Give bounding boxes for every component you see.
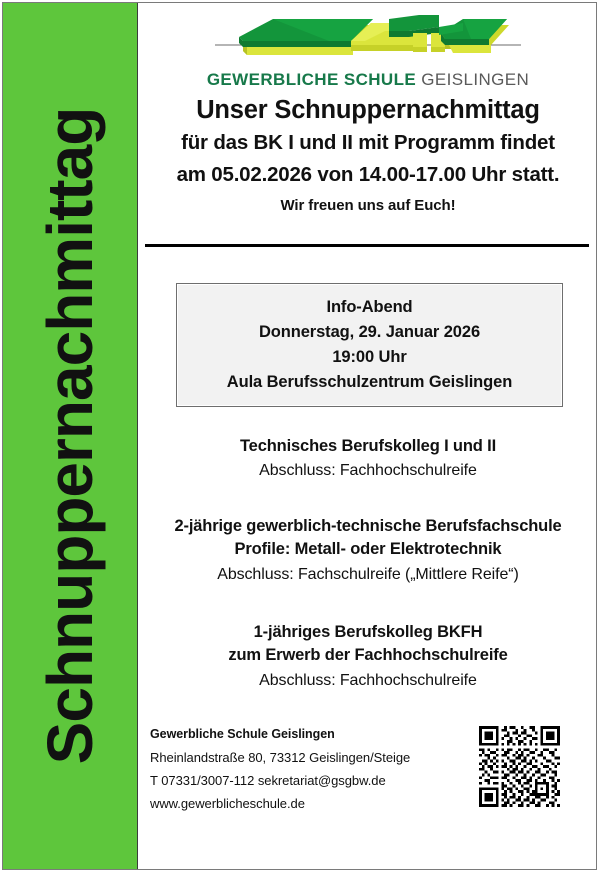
info-box-line-venue: Aula Berufsschulzentrum Geislingen — [226, 373, 513, 392]
logo-word-secondary: GEISLINGEN — [421, 70, 530, 89]
program-technisches-berufskolleg — [139, 435, 597, 483]
logo-word-primary: GEWERBLICHE SCHULE — [206, 70, 417, 89]
headline-subtitle-line-1: für das BK I und II mit Programm findet — [181, 131, 555, 155]
program-1-title: Technisches Berufskolleg I und II — [239, 437, 497, 455]
program-bkfh — [139, 621, 597, 693]
headline-subtitle-line-2: am 05.02.2026 von 14.00-17.00 Uhr statt. — [176, 162, 560, 186]
program-3-title-line-1: 1-jähriges Berufskolleg BKFH — [253, 623, 483, 641]
program-2-title-line-1: 2-jährige gewerblich-technische Berufsfachschule — [174, 517, 562, 535]
qr-code[interactable] — [479, 726, 560, 807]
program-3-title-line-2: zum Erwerb der Fachhochschulreife — [228, 646, 508, 665]
school-building-logo-icon — [213, 11, 523, 69]
program-berufsfachschule — [139, 515, 597, 587]
school-logo — [139, 11, 597, 90]
program-2-title-line-2: Profile: Metall- oder Elektrotechnik — [234, 540, 502, 559]
program-1-qualification: Abschluss: Fachhochschulreife — [259, 462, 477, 480]
logo-wordmark — [139, 70, 597, 90]
program-3-qualification: Abschluss: Fachhochschulreife — [259, 671, 477, 689]
section-divider-rule — [145, 244, 589, 247]
qr-code-icon — [479, 726, 560, 807]
info-evening-box — [176, 283, 563, 407]
info-box-line-title: Info-Abend — [326, 297, 413, 316]
content-column — [139, 3, 597, 869]
info-box-line-date: Donnerstag, 29. Januar 2026 — [258, 322, 481, 341]
contact-phone-email: T 07331/3007-112 sekretariat@gsgbw.de — [150, 772, 386, 788]
sidebar-vertical-title: Schnuppernachmittag — [34, 107, 106, 765]
info-box-line-time: 19:00 Uhr — [332, 348, 407, 366]
headline-main-title: Unser Schnuppernachmittag — [196, 96, 540, 124]
headline-welcome-note: Wir freuen uns auf Euch! — [280, 197, 456, 215]
headline-block — [139, 95, 597, 214]
program-2-qualification: Abschluss: Fachschulreife („Mittlere Reife“) — [217, 565, 519, 583]
contact-block — [150, 723, 450, 815]
contact-school-name: Gewerbliche Schule Geislingen — [150, 727, 335, 741]
contact-address: Rheinlandstraße 80, 73312 Geislingen/Steige — [150, 749, 411, 765]
sidebar-green-band — [3, 3, 138, 869]
contact-website: www.gewerblicheschule.de — [150, 796, 305, 811]
